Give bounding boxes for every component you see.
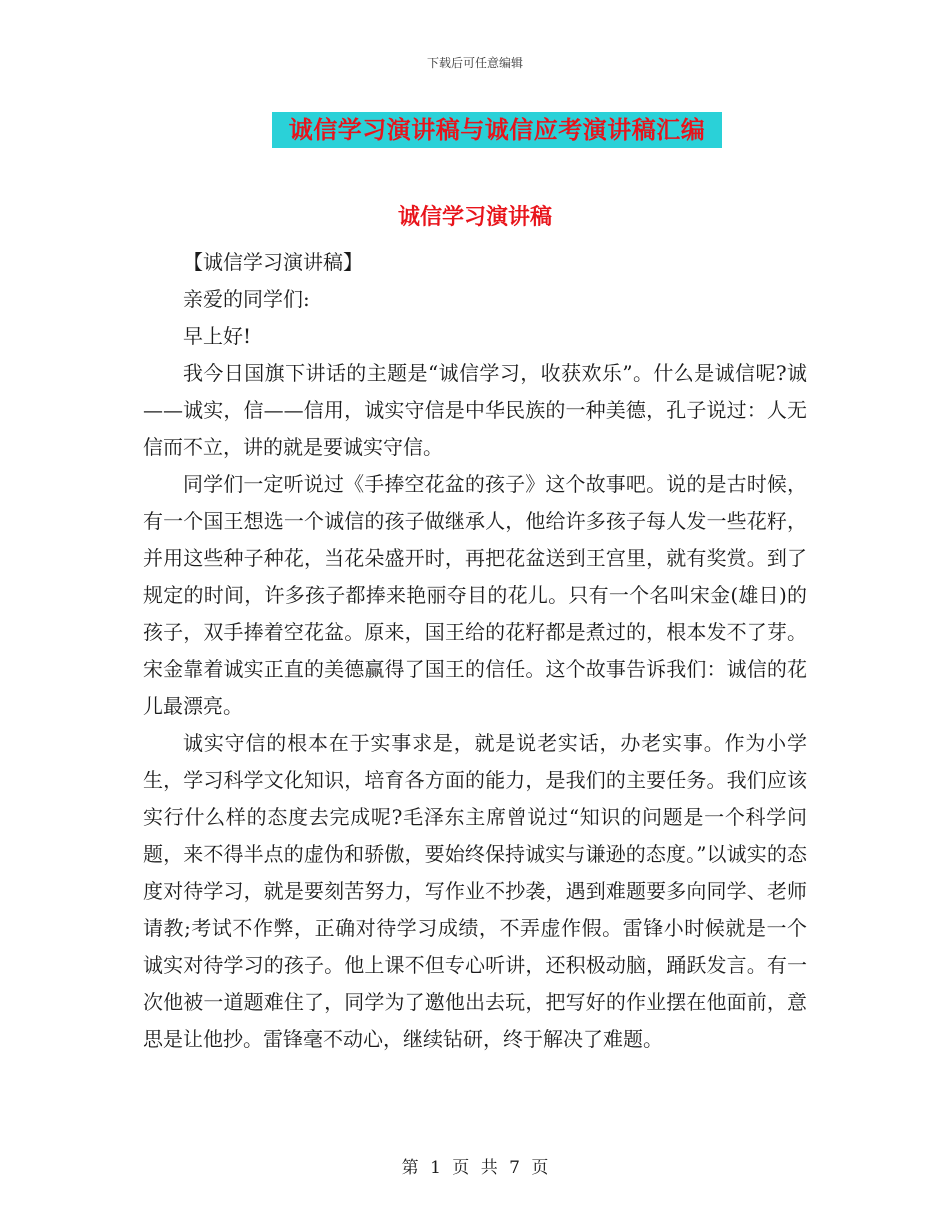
paragraph: 同学们一定听说过《手捧空花盆的孩子》这个故事吧。说的是古时候，有一个国王想选一个诚信的孩子做继承人，他给许多孩子每人发一些花籽，并用这些种子种花，当花朵盛开时，再把花盆送到王宫里，就有奖赏。到了规定的时间，许多孩子都捧来艳丽夺目的花儿。只有一个名叫宋金(雄日)的孩子，双手捧着空花盆。原来，国王给的花籽都是煮过的，根本发不了芽。宋金靠着诚实正直的美德赢得了国王的信任。这个故事告诉我们：诚信的花儿最漂亮。	[143, 472, 807, 718]
paragraph: 诚实守信的根本在于实事求是，就是说老实话，办老实事。作为小学生，学习科学文化知识，培育各方面的能力，是我们的主要任务。我们应该实行什么样的态度去完成呢?毛泽东主席曾说过“知识的问题是一个科学问题，来不得半点的虚伪和骄傲，要始终保持诚实与谦逊的态度。”以诚实的态度对待学习，就是要刻苦努力，写作业不抄袭，遇到难题要多向同学、老师请教;考试不作弊，正确对待学习成绩，不弄虚作假。雷锋小时候就是一个诚实对待学习的孩子。他上课不但专心听讲，还积极动脑，踊跃发言。有一次他被一道题难住了，同学为了邀他出去玩，把写好的作业摆在他面前，意思是让他抄。雷锋毫不动心，继续钻研，终于解决了难题。	[143, 731, 807, 1051]
section-title: 诚信学习演讲稿	[397, 205, 552, 230]
paragraph: 我今日国旗下讲话的主题是“诚信学习，收获欢乐”。什么是诚信呢?诚——诚实，信——信用，诚实守信是中华民族的一种美德，孔子说过：人无信而不立，讲的就是要诚实守信。	[143, 361, 807, 459]
paragraph: 早上好!	[183, 324, 252, 348]
paragraph: 亲爱的同学们:	[183, 287, 310, 311]
header-note: 下载后可任意编辑	[426, 56, 523, 70]
page-number: 第 1 页 共 7 页	[401, 1158, 549, 1178]
paragraph: 【诚信学习演讲稿】	[183, 250, 363, 274]
document-body	[143, 244, 807, 1058]
document-title: 诚信学习演讲稿与诚信应考演讲稿汇编	[272, 112, 722, 148]
